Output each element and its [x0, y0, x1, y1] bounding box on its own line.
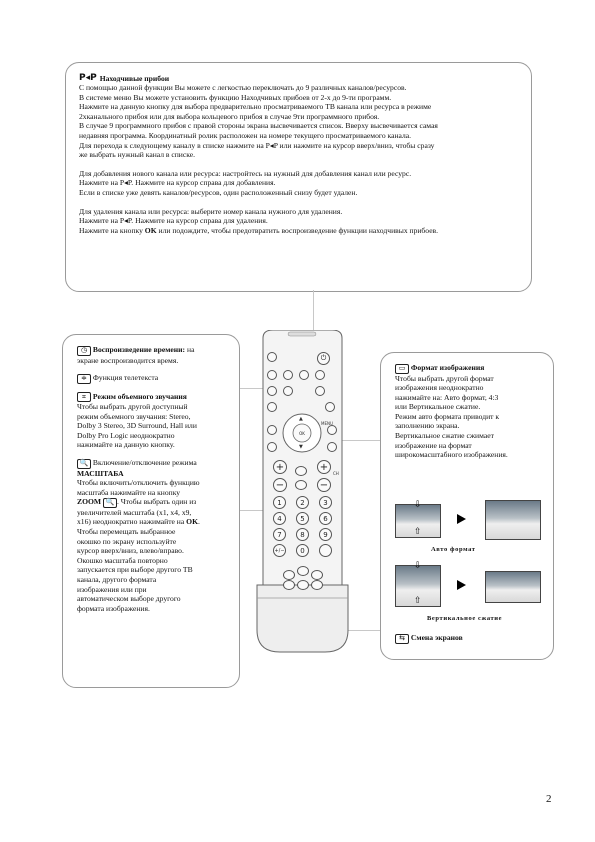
remote-button[interactable] [267, 370, 277, 380]
text-line: изображения неоднократно [395, 383, 484, 393]
text-line: Вертикальное сжатие сжимает [395, 431, 494, 441]
digit-9-button[interactable]: 9 [319, 528, 332, 541]
menu-label: MENU [321, 421, 333, 426]
digit-1-button[interactable]: 1 [273, 496, 286, 509]
remote-button[interactable] [267, 352, 277, 362]
text-line: окошко по экрану используйте [77, 536, 177, 546]
text-line: Если в списке уже девять каналов/ресурсов, один расположенный снизу будет удален. [79, 187, 358, 197]
text-line: запускается при выборе другого ТВ [77, 565, 193, 575]
volume-down-button[interactable]: − [273, 478, 287, 492]
text-line: автоматическом выборе другого [77, 594, 181, 604]
swap-screens-icon: ⇆ [395, 634, 409, 644]
text-line: изображение на формат [395, 440, 472, 450]
digit-7-button[interactable]: 7 [273, 528, 286, 541]
surf-para-4: Нажмите на кнопку OK или подождите, чтобы предотвратить воспроизведение функции находчивых прибоев. [79, 225, 439, 235]
text-line: В системе меню Вы можете установить функцию Находчивых прибоев от 2-х до 9-ти программ. [79, 92, 392, 102]
text-line: заполнению экрана. [395, 421, 460, 431]
remote-button[interactable] [327, 442, 337, 452]
text-line: Чтобы выбрать другой формат [395, 373, 494, 383]
page-number: 2 [546, 793, 552, 805]
digit-6-button[interactable]: 6 [319, 512, 332, 525]
arrow-down-icon: ⇩ [414, 561, 422, 571]
remote-button[interactable] [327, 425, 337, 435]
text-line: курсор вверх/вниз, влево/вправо. [77, 546, 184, 556]
text-line: Нажмите на P◂P. Нажмите на курсор справа для удаления. [79, 216, 268, 226]
digit-5-button[interactable]: 5 [296, 512, 309, 525]
remote-button[interactable] [267, 425, 277, 435]
remote-button[interactable] [267, 442, 277, 452]
surf-para-2 [79, 169, 521, 198]
text-line: нажимайте на: Авто формат, 4:3 [395, 392, 499, 402]
power-button[interactable]: ⏻ [317, 352, 330, 365]
pip-icon: P◂P [79, 73, 97, 83]
digit-3-button[interactable]: 3 [319, 496, 332, 509]
text-line: Dolby Pro Logic неоднократно [77, 430, 175, 440]
text-line: Чтобы перемещать выбранное [77, 527, 176, 537]
clock-section: ◷ Воспроизведение времени: на экране воспроизводится время. [77, 345, 195, 365]
remote-button[interactable] [315, 370, 325, 380]
text-line: недавняя программа. Координатный ролик расположен на номере текущего просматриваемого канала. [79, 130, 412, 140]
left-section [62, 334, 240, 688]
remote-button[interactable] [267, 402, 277, 412]
remote-button[interactable] [325, 402, 335, 412]
zoom-section: 🔍 Включение/отключение режима МАСШТАБА Чтобы включить/отключить функцию масштаба нажимайте на кнопку ZOOM 🔍 . Чтобы выбрать один из увеличителей масштаба (x1, x4, x9, x16) неоднократно нажимайте на OK. Чтобы перемещать выбранное окошко по экрану используйте курсор вверх/вниз, влево/вправо. Окошко масштаба повторно запускается при выборе другого ТВ канала, другого формата изображения или при автоматическом выборе другого формата изображения. [77, 458, 231, 613]
text-line: Чтобы выбрать другой доступный [77, 402, 188, 412]
surf-para-1 [79, 83, 521, 160]
surf-title: Находчивые прибои [99, 73, 170, 83]
text-line: Режим авто формата приводит к [395, 411, 500, 421]
text-line: режим объемного звучания: Stereo, [77, 411, 191, 421]
remote-button[interactable] [295, 480, 307, 490]
digit-4-button[interactable]: 4 [273, 512, 286, 525]
digit-0-button[interactable]: 0 [296, 544, 309, 557]
text-line: же выбрать нужный канал в списке. [79, 150, 196, 160]
remote-button[interactable] [297, 566, 309, 576]
volume-up-button[interactable]: + [273, 460, 287, 474]
surf-para-3 [79, 207, 521, 226]
surround-icon: ⌗ [77, 392, 91, 402]
ch-label: CH [333, 471, 339, 476]
remote-button[interactable] [299, 370, 309, 380]
remote-button[interactable] [283, 386, 293, 396]
text-line: Для удаления канала или ресурса: выберите номер канала нужного для удаления. [79, 206, 343, 216]
remote-control [255, 330, 350, 655]
remote-button[interactable] [315, 386, 325, 396]
text-line: Окошко масштаба повторно [77, 555, 168, 565]
text-line: Dolby 3 Stereo, 3D Surround, Hall или [77, 421, 197, 431]
caption-vertical-squeeze: Вертикальное сжатие [427, 615, 503, 622]
remote-button[interactable] [311, 570, 323, 580]
text-line: широкомасштабного изображения. [395, 450, 508, 460]
surf-section [65, 62, 532, 292]
channel-up-button[interactable]: + [317, 460, 331, 474]
text-line: Для перехода к следующему каналу в списке нажмите на P◂P или нажмите на курсор вверх/вниз, чтобы сразу [79, 140, 435, 150]
remote-button[interactable] [283, 580, 295, 590]
zoom-icon: 🔍 [77, 459, 91, 469]
text-line: или Вертикальное сжатие. [395, 402, 481, 412]
arrow-right-icon [457, 514, 466, 524]
digit-8-button[interactable]: 8 [296, 528, 309, 541]
right-section: ▭ Формат изображения Чтобы выбрать другой формат изображения неоднократно нажимайте на: Авто формат, 4:3 или Вертикальное сжатие. Режим авто формата приводит к заполнению экрана. Вертикальное сжатие сжимает изображение на формат широкомасштабного изображения. ⇩ ⇧ Авто формат ⇩ ⇧ Вертикальное сжатие ⇆ Смена экранов [380, 352, 554, 660]
text-line: Нажмите на P◂P. Нажмите на курсор справа для добавления. [79, 178, 276, 188]
text-line: нажимайте на данную кнопку. [77, 440, 175, 450]
remote-button[interactable] [283, 570, 295, 580]
cursor-down-icon[interactable]: ▼ [299, 444, 303, 450]
text-line: изображения или при [77, 584, 147, 594]
channel-down-button[interactable]: − [317, 478, 331, 492]
surround-section: ⌗ Режим объемного звучания Чтобы выбрать другой доступный режим объемного звучания: Stereo, Dolby 3 Stereo, 3D Surround, Hall или Dolby Pro Logic неоднократно нажимайте на данную кнопку. [77, 392, 231, 450]
arrow-up-icon: ⇧ [414, 527, 422, 537]
surf-header [79, 73, 521, 83]
remote-button[interactable] [283, 370, 293, 380]
text-line: формата изображения. [77, 603, 150, 613]
remote-button[interactable] [311, 580, 323, 590]
text-line: Нажмите на данную кнопку для выбора предварительно просматриваемого ТВ канала или ресурса в режиме [79, 102, 432, 112]
text-line: С помощью данной функции Вы можете с легкостью переключать до 9 различных каналов/ресурсов. [79, 83, 407, 92]
image-auto-format [485, 500, 541, 540]
remote-button[interactable] [297, 580, 309, 590]
caption-auto-format: Авто формат [431, 546, 476, 553]
text-line: 2хканального прибоя или для выбора кольцевого прибоя в случае 9ти программного прибоя. [79, 111, 380, 121]
cursor-up-icon[interactable]: ▲ [299, 416, 303, 422]
text-line: канала, другого формата [77, 575, 157, 584]
text-line: В случае 9 программного прибоя с правой стороны экрана высвечивается список. Вверху высвечивается самая [79, 121, 438, 131]
text-line: Для добавления нового канала или ресурса: настройтесь на нужный для добавления канал или ресурс. [79, 168, 412, 178]
teletext-icon: ≑ [77, 374, 91, 384]
connector-line [313, 290, 314, 332]
zoom-icon: 🔍 [103, 498, 117, 508]
format-icon: ▭ [395, 364, 409, 374]
digit-2-button[interactable]: 2 [296, 496, 309, 509]
plus-minus-button[interactable]: +/− [273, 544, 286, 557]
arrow-right-icon [457, 580, 466, 590]
arrow-up-icon: ⇧ [414, 596, 422, 606]
ok-button[interactable]: OK [299, 431, 305, 436]
remote-button[interactable] [267, 386, 277, 396]
image-vertical-squeeze [485, 571, 541, 603]
teletext-section: ≑ Функция телетекста [77, 373, 231, 384]
arrow-down-icon: ⇩ [414, 500, 422, 510]
remote-button[interactable] [319, 544, 332, 557]
clock-icon: ◷ [77, 346, 91, 356]
remote-button[interactable] [295, 466, 307, 476]
